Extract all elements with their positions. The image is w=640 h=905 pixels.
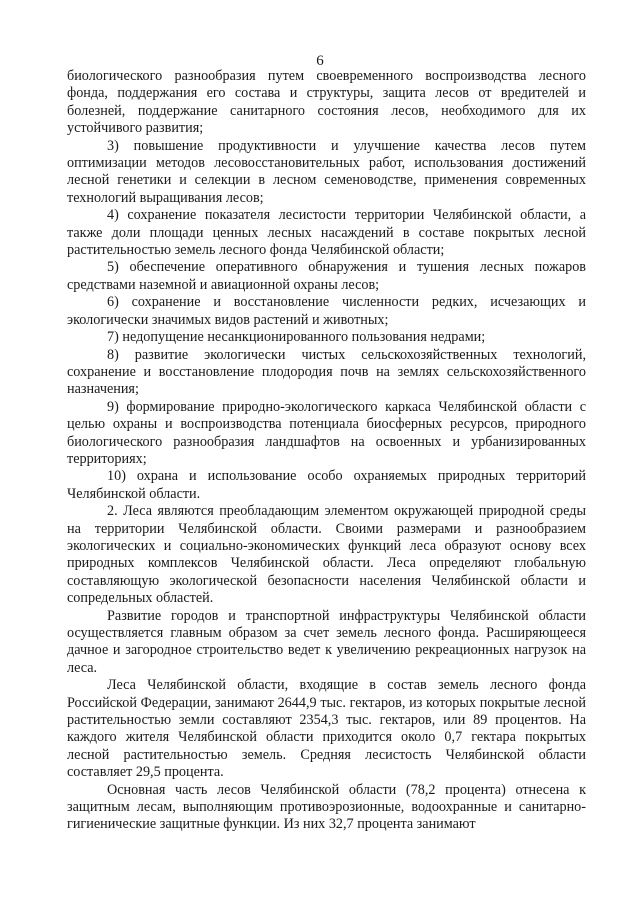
paragraph-section-2: 2. Леса являются преобладающим элементом окружающей природной среды на территории Челябинской области. Своими размерами и разнообразием экологических и социально-экономических функций леса образуют основу всех природных комплексов Челябинской области. Леса определяют глобальную составляющую экологической безопасности населения Челябинской области и сопредельных областей. [67,503,586,607]
paragraph-item-9: 9) формирование природно-экологического каркаса Челябинской области с целью охраны и воспроизводства потенциала биосферных ресурсов, природного биологического разнообразия ландшафтов на освоенных и урбанизированных территориях; [67,398,586,467]
paragraph-item-4: 4) сохранение показателя лесистости территории Челябинской области, а также доли площади ценных лесных насаждений в составе покрытых лесной растительностью земель лесного фонда Челябинской области; [67,207,586,259]
paragraph-infrastructure: Развитие городов и транспортной инфраструктуры Челябинской области осуществляется главным образом за счет земель лесного фонда. Расширяющееся дачное и загородное строительство ведет к увеличению рекреационных нагрузок на леса. [67,607,586,676]
paragraph-item-5: 5) обеспечение оперативного обнаружения и тушения лесных пожаров средствами наземной и авиационной охраны лесов; [67,259,586,293]
body-text [67,68,586,834]
paragraph-forest-area: Леса Челябинской области, входящие в состав земель лесного фонда Российской Федерации, занимают 2644,9 тыс. гектаров, из которых покрытые лесной растительностью земли составляют 2354,3 тыс. гектаров, или 89 процентов. На каждого жителя Челябинской области приходится около 0,7 гектара покрытых лесной растительностью земель. Средняя лесистость Челябинской области составляет 29,5 процента. [67,677,586,781]
paragraph-continuation: биологического разнообразия путем своевременного воспроизводства лесного фонда, поддержания его состава и структуры, защита лесов от вредителей и болезней, поддержание санитарного состояния лесов, необходимого для их устойчивого развития; [67,68,586,137]
page-number: 6 [316,53,324,69]
paragraph-item-6: 6) сохранение и восстановление численности редких, исчезающих и экологически значимых видов растений и животных; [67,294,586,328]
paragraph-protective-forests: Основная часть лесов Челябинской области (78,2 процента) отнесена к защитным лесам, выполняющим противоэрозионные, водоохранные и санитарно-гигиенические защитные функции. Из них 32,7 процента занимают [67,781,586,833]
paragraph-item-10: 10) охрана и использование особо охраняемых природных территорий Челябинской области. [67,468,586,502]
paragraph-item-3: 3) повышение продуктивности и улучшение качества лесов путем оптимизации методов лесовосстановительных работ, использования достижений лесной генетики и селекции в лесном семеноводстве, применения современных технологий выращивания лесов; [67,137,586,206]
paragraph-item-8: 8) развитие экологически чистых сельскохозяйственных технологий, сохранение и восстановление плодородия почв на землях сельскохозяйственного назначения; [67,346,586,398]
paragraph-item-7: 7) недопущение несанкционированного пользования недрами; [107,329,486,346]
